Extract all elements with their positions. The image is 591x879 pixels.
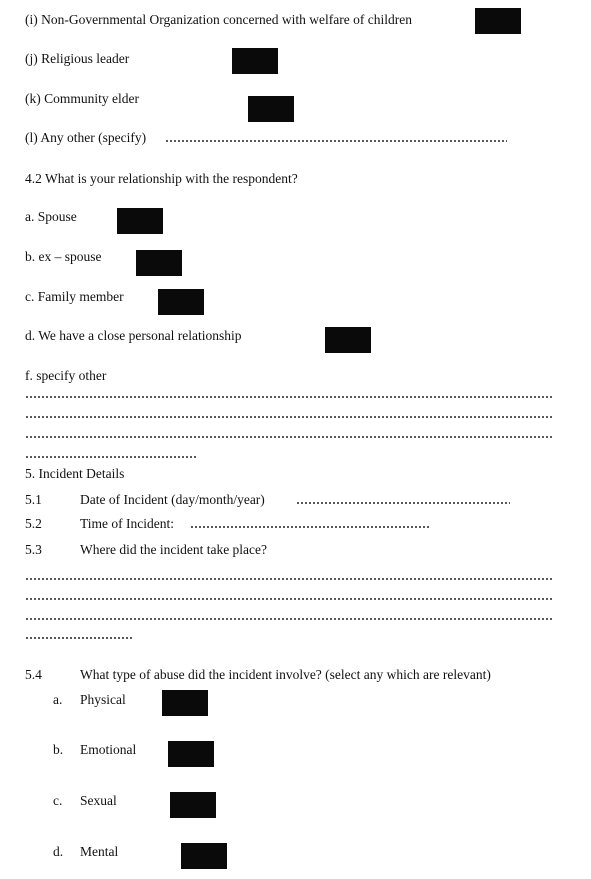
- incident-place-line-1[interactable]: [25, 578, 552, 580]
- incident-place-line-4[interactable]: [25, 637, 133, 639]
- option-j-religious-leader: (j) Religious leader: [25, 51, 130, 66]
- specify-other-line[interactable]: [165, 140, 507, 142]
- relationship-spouse-label: a. Spouse: [25, 209, 77, 224]
- abuse-emotional-letter: b.: [53, 742, 64, 757]
- q53-label: Where did the incident take place?: [80, 542, 268, 557]
- checkbox-close-personal[interactable]: [325, 327, 371, 353]
- incident-time-line[interactable]: [190, 526, 430, 528]
- section-5-heading: 5. Incident Details: [25, 466, 125, 481]
- other-relationship-line-3[interactable]: [25, 436, 552, 438]
- checkbox-ngo[interactable]: [475, 8, 521, 34]
- relationship-ex-spouse-label: b. ex – spouse: [25, 249, 102, 264]
- question-4-2: 4.2 What is your relationship with the respondent?: [25, 171, 298, 186]
- abuse-emotional-label: Emotional: [80, 742, 137, 757]
- checkbox-spouse[interactable]: [117, 208, 163, 234]
- abuse-physical-letter: a.: [53, 692, 63, 707]
- checkbox-sexual[interactable]: [170, 792, 216, 818]
- abuse-sexual-letter: c.: [53, 793, 63, 808]
- option-i-ngo: (i) Non-Governmental Organization concerned with welfare of children: [25, 12, 412, 27]
- option-k-community-elder: (k) Community elder: [25, 91, 139, 106]
- checkbox-mental[interactable]: [181, 843, 227, 869]
- option-l-any-other: (l) Any other (specify): [25, 130, 147, 145]
- other-relationship-line-4[interactable]: [25, 456, 197, 458]
- q53-number: 5.3: [25, 542, 42, 557]
- other-relationship-line-1[interactable]: [25, 396, 552, 398]
- incident-place-line-3[interactable]: [25, 618, 552, 620]
- incident-date-line[interactable]: [296, 502, 510, 504]
- checkbox-community-elder[interactable]: [248, 96, 294, 122]
- relationship-specify-other-label: f. specify other: [25, 368, 107, 383]
- abuse-sexual-label: Sexual: [80, 793, 117, 808]
- checkbox-physical[interactable]: [162, 690, 208, 716]
- incident-place-line-2[interactable]: [25, 598, 552, 600]
- abuse-physical-label: Physical: [80, 692, 126, 707]
- abuse-mental-label: Mental: [80, 844, 119, 859]
- checkbox-ex-spouse[interactable]: [136, 250, 182, 276]
- abuse-mental-letter: d.: [53, 844, 64, 859]
- checkbox-family-member[interactable]: [158, 289, 204, 315]
- relationship-close-personal-label: d. We have a close personal relationship: [25, 328, 242, 343]
- other-relationship-line-2[interactable]: [25, 416, 552, 418]
- q52-label: Time of Incident:: [80, 516, 174, 531]
- q51-number: 5.1: [25, 492, 42, 507]
- q52-number: 5.2: [25, 516, 42, 531]
- checkbox-religious-leader[interactable]: [232, 48, 278, 74]
- q54-number: 5.4: [25, 667, 42, 682]
- q51-label: Date of Incident (day/month/year): [80, 492, 265, 507]
- relationship-family-label: c. Family member: [25, 289, 124, 304]
- checkbox-emotional[interactable]: [168, 741, 214, 767]
- q54-label: What type of abuse did the incident involve? (select any which are relevant): [80, 667, 491, 682]
